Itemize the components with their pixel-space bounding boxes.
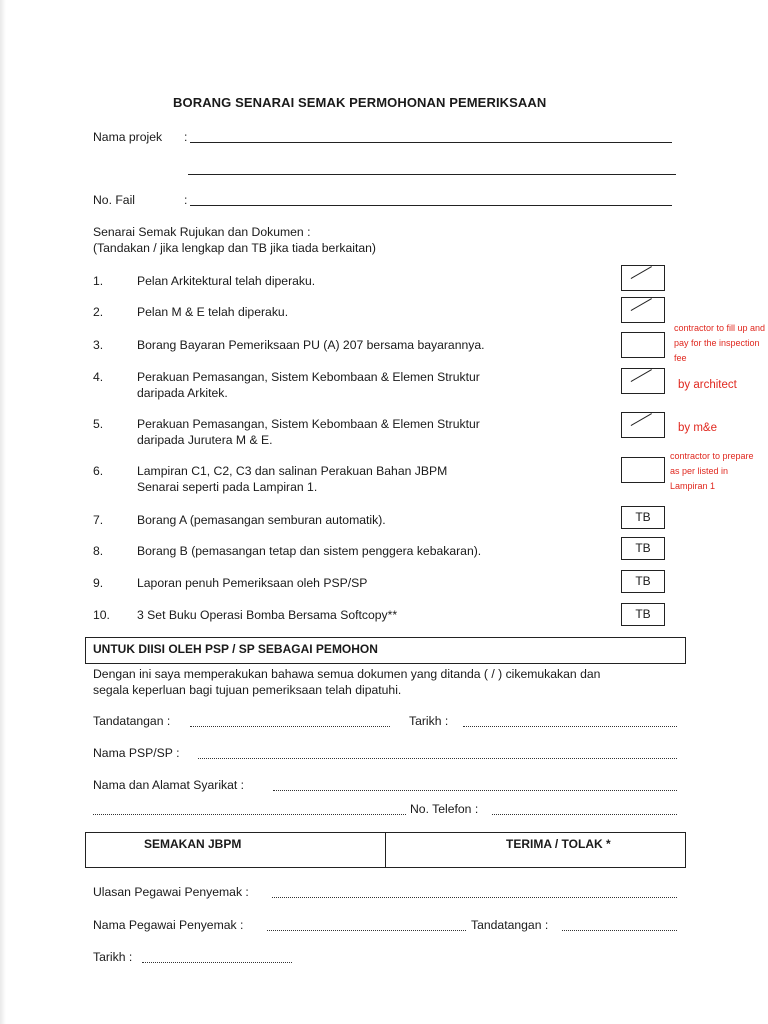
- item-number: 6.: [93, 464, 104, 478]
- item-number: 2.: [93, 305, 104, 319]
- item-number: 1.: [93, 274, 104, 288]
- item-text: Pelan Arkitektural telah diperaku.: [137, 274, 316, 288]
- item-tb-box[interactable]: TB: [621, 603, 665, 626]
- annotation-item-5: by m&e: [678, 422, 717, 434]
- nama-alamat-field[interactable]: [273, 790, 677, 791]
- tick-mark-icon: [631, 298, 652, 311]
- psp-section-header: [85, 637, 686, 664]
- item-text: Pelan M & E telah diperaku.: [137, 305, 289, 319]
- tandatangan-label: Tandatangan :: [93, 714, 171, 728]
- nama-projek-field[interactable]: [190, 142, 672, 143]
- item-number: 9.: [93, 576, 104, 590]
- item-text: Borang A (pemasangan semburan automatik).: [137, 513, 386, 527]
- no-telefon-field[interactable]: [492, 814, 677, 815]
- item-text: Lampiran C1, C2, C3 dan salinan Perakuan Bahan JBPM: [137, 464, 448, 478]
- scan-edge-shadow: [0, 0, 6, 1024]
- item-number: 4.: [93, 370, 104, 384]
- item-tb-box[interactable]: TB: [621, 537, 665, 560]
- no-telefon-label: No. Telefon :: [410, 802, 479, 816]
- item-checkbox[interactable]: [621, 457, 665, 483]
- tick-mark-icon: [631, 413, 652, 426]
- item-text: Borang B (pemasangan tetap dan sistem penggera kebakaran).: [137, 544, 482, 558]
- form-title: BORANG SENARAI SEMAK PERMOHONAN PEMERIKSAAN: [173, 95, 547, 110]
- tick-mark-icon: [631, 369, 652, 382]
- ulasan-label: Ulasan Pegawai Penyemak :: [93, 885, 249, 899]
- item-checkbox[interactable]: [621, 265, 665, 291]
- declaration-line-1: Dengan ini saya memperakukan bahawa semua dokumen yang ditanda ( / ) cikemukakan dan: [93, 667, 601, 681]
- item-number: 10.: [93, 608, 110, 622]
- item-checkbox[interactable]: [621, 368, 665, 394]
- annotation-item-6: contractor to prepare as per listed in Lampiran 1: [670, 451, 754, 491]
- tandatangan2-label: Tandatangan :: [471, 918, 549, 932]
- semakan-divider: [385, 833, 386, 867]
- nama-psp-field[interactable]: [198, 758, 677, 759]
- nama-projek-colon: :: [184, 130, 188, 144]
- no-fail-label: No. Fail: [93, 193, 135, 207]
- nama-projek-label: Nama projek: [93, 130, 163, 144]
- item-text-line2: daripada Jurutera M & E.: [137, 433, 273, 447]
- tarikh2-label: Tarikh :: [93, 950, 133, 964]
- item-number: 7.: [93, 513, 104, 527]
- tarikh-label: Tarikh :: [409, 714, 449, 728]
- item-text: Perakuan Pemasangan, Sistem Kebombaan & Elemen Struktur: [137, 417, 480, 431]
- tandatangan2-field[interactable]: [562, 930, 677, 931]
- semakan-box: [85, 832, 686, 868]
- tick-mark-icon: [631, 266, 652, 279]
- item-number: 8.: [93, 544, 104, 558]
- declaration-line-2: segala keperluan bagi tujuan pemeriksaan telah dipatuhi.: [93, 683, 402, 697]
- ulasan-field[interactable]: [272, 897, 677, 898]
- item-checkbox[interactable]: [621, 297, 665, 323]
- item-checkbox[interactable]: [621, 332, 665, 358]
- annotation-item-3: contractor to fill up and pay for the inspection fee: [674, 323, 766, 363]
- tandatangan-field[interactable]: [190, 726, 390, 727]
- item-number: 5.: [93, 417, 104, 431]
- terima-tolak-label[interactable]: TERIMA / TOLAK *: [506, 837, 611, 851]
- nama-pegawai-field[interactable]: [267, 930, 466, 931]
- nama-projek-field-line2[interactable]: [188, 174, 676, 175]
- nama-pegawai-label: Nama Pegawai Penyemak :: [93, 918, 244, 932]
- item-text: Perakuan Pemasangan, Sistem Kebombaan & Elemen Struktur: [137, 370, 480, 384]
- no-fail-colon: :: [184, 193, 188, 207]
- annotation-item-4: by architect: [678, 379, 737, 391]
- tarikh2-field[interactable]: [142, 962, 292, 963]
- nama-alamat-label: Nama dan Alamat Syarikat :: [93, 778, 245, 792]
- item-number: 3.: [93, 338, 104, 352]
- psp-section-title: UNTUK DIISI OLEH PSP / SP SEBAGAI PEMOHON: [93, 642, 378, 656]
- no-fail-field[interactable]: [190, 205, 672, 206]
- item-text: Borang Bayaran Pemeriksaan PU (A) 207 bersama bayarannya.: [137, 338, 485, 352]
- semakan-label: SEMAKAN JBPM: [144, 837, 242, 851]
- item-checkbox[interactable]: [621, 412, 665, 438]
- item-text: Laporan penuh Pemeriksaan oleh PSP/SP: [137, 576, 368, 590]
- item-text-line2: daripada Arkitek.: [137, 386, 228, 400]
- tarikh-field[interactable]: [463, 726, 677, 727]
- item-text: 3 Set Buku Operasi Bomba Bersama Softcopy**: [137, 608, 398, 622]
- intro-line-1: Senarai Semak Rujukan dan Dokumen :: [93, 225, 311, 239]
- item-tb-box[interactable]: TB: [621, 570, 665, 593]
- alamat-field-line2[interactable]: [93, 814, 406, 815]
- item-tb-box[interactable]: TB: [621, 506, 665, 529]
- intro-line-2: (Tandakan / jika lengkap dan TB jika tiada berkaitan): [93, 241, 376, 255]
- nama-psp-label: Nama PSP/SP :: [93, 746, 180, 760]
- item-text-line2: Senarai seperti pada Lampiran 1.: [137, 480, 318, 494]
